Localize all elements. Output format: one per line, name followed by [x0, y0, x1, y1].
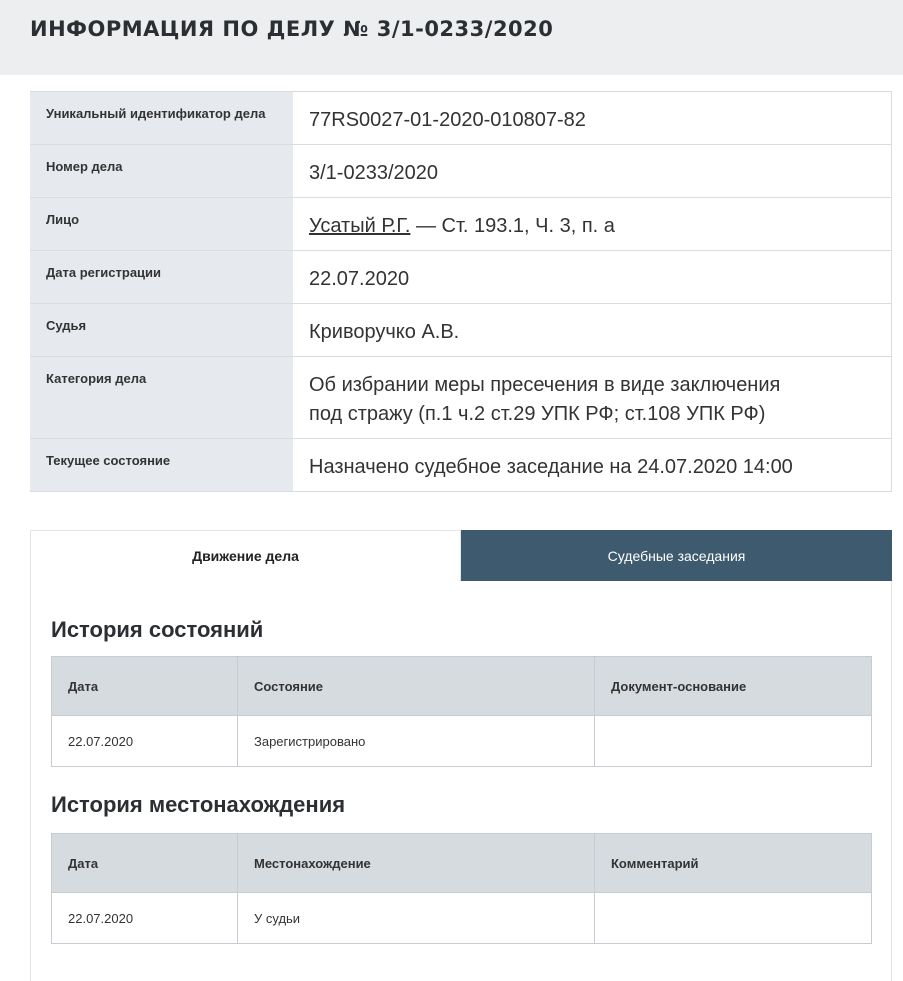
states-cell-date: 22.07.2020: [52, 716, 238, 767]
number-label: Номер дела: [30, 145, 293, 198]
info-row-reg: [30, 251, 892, 304]
locations-cell-date: 22.07.2020: [52, 893, 238, 944]
reg-label: Дата регистрации: [30, 251, 293, 304]
states-history-title: История состояний: [51, 617, 264, 642]
info-row-person: [30, 198, 892, 251]
category-line-2: под стражу (п.1 ч.2 ст.29 УПК РФ; ст.108 УПК РФ): [309, 403, 766, 425]
table-row: [52, 893, 872, 944]
locations-history-title: История местонахождения: [51, 792, 346, 817]
person-link[interactable]: Усатый Р.Г.: [309, 215, 411, 237]
tab-case-movement[interactable]: Движение дела: [30, 530, 461, 581]
states-col-document: Документ-основание: [595, 657, 872, 716]
category-label: Категория дела: [30, 357, 293, 439]
info-row-judge: [30, 304, 892, 357]
category-line-1: Об избрании меры пресечения в виде заключения: [309, 374, 781, 396]
info-row-number: [30, 145, 892, 198]
states-header-row: [52, 657, 872, 716]
case-info-table: [30, 91, 892, 492]
locations-history-table: [51, 833, 872, 944]
states-col-state: Состояние: [238, 657, 595, 716]
states-cell-document: [595, 716, 872, 767]
locations-cell-comment: [595, 893, 872, 944]
locations-col-location: Местонахождение: [238, 834, 595, 893]
locations-col-comment: Комментарий: [595, 834, 872, 893]
reg-value: 22.07.2020: [293, 251, 892, 304]
page-title: ИНФОРМАЦИЯ ПО ДЕЛУ № 3/1-0233/2020: [30, 17, 554, 41]
info-row-status: [30, 439, 892, 492]
info-row-category: [30, 357, 892, 439]
states-col-date: Дата: [52, 657, 238, 716]
person-label: Лицо: [30, 198, 293, 251]
category-value: [293, 357, 892, 439]
uid-label: Уникальный идентификатор дела: [30, 92, 293, 145]
person-article: — Ст. 193.1, Ч. 3, п. а: [410, 215, 615, 237]
locations-cell-location: У судьи: [238, 893, 595, 944]
number-value: 3/1-0233/2020: [293, 145, 892, 198]
table-row: [52, 716, 872, 767]
states-cell-state: Зарегистрировано: [238, 716, 595, 767]
locations-header-row: [52, 834, 872, 893]
uid-value: 77RS0027-01-2020-010807-82: [293, 92, 892, 145]
locations-col-date: Дата: [52, 834, 238, 893]
status-value: Назначено судебное заседание на 24.07.2020 14:00: [293, 439, 892, 492]
person-value: [293, 198, 892, 251]
tab-court-hearings[interactable]: Судебные заседания: [461, 530, 892, 581]
page-header: [0, 0, 903, 75]
judge-label: Судья: [30, 304, 293, 357]
tab-bar: [30, 530, 892, 581]
judge-value: Криворучко А.В.: [293, 304, 892, 357]
states-history-table: [51, 656, 872, 767]
info-row-uid: [30, 92, 892, 145]
status-label: Текущее состояние: [30, 439, 293, 492]
